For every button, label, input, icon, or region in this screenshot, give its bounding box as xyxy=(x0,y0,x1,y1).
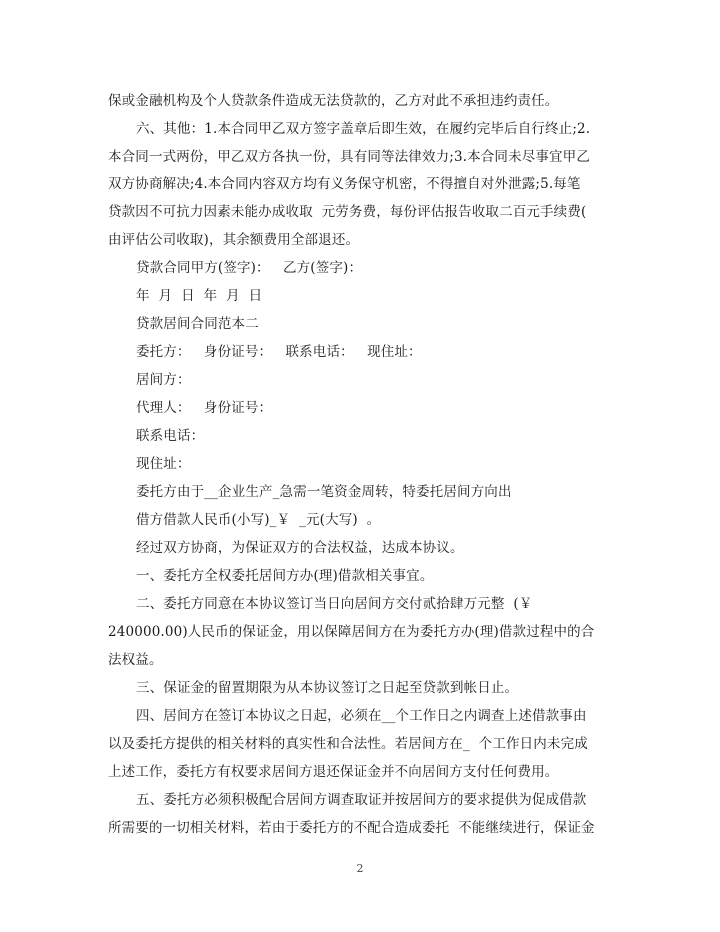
text-line: 四、居间方在签订本协议之日起，必须在__个工作日之内调查上述借款事由 xyxy=(136,708,587,724)
text-line: 五、委托方必须积极配合居间方调查取证并按居间方的要求提供为促成借款 xyxy=(136,792,587,808)
text-line: 代理人： 身份证号： xyxy=(136,400,273,416)
page-number: 2 xyxy=(356,862,364,875)
text-line: 以及委托方提供的相关材料的真实性和合法性。若居间方在_ 个工作日内未完成 xyxy=(108,736,588,752)
text-line: 居间方： xyxy=(136,372,191,388)
text-line: 保或金融机构及个人贷款条件造成无法贷款的，乙方对此不承担违约责任。 xyxy=(108,93,559,109)
text-line: 六、其他：1.本合同甲乙双方签字盖章后即生效，在履约完毕后自行终止;2. xyxy=(136,121,591,137)
text-line: 所需要的一切相关材料，若由于委托方的不配合造成委托 不能继续进行，保证金 xyxy=(108,820,595,836)
text-line: 一、委托方全权委托居间方办(理)借款相关事宜。 xyxy=(136,568,434,584)
text-line: 现住址： xyxy=(136,456,191,472)
date-line: 年 月 日 年 月 日 xyxy=(136,288,263,304)
text-line: 上述工作，委托方有权要求居间方退还保证金并不向居间方支付任何费用。 xyxy=(108,764,559,780)
text-line: 双方协商解决;4.本合同内容双方均有义务保守机密，不得擅自对外泄露;5.每笔 xyxy=(108,176,581,192)
text-line: 经过双方协商，为保证双方的合法权益，达成本协议。 xyxy=(136,540,464,556)
text-line: 贷款因不可抗力因素未能办成收取 元劳务费，每份评估报告收取二百元手续费( xyxy=(108,204,587,220)
text-line: 由评估公司收取)，其余额费用全部退还。 xyxy=(108,232,360,248)
signature-line: 贷款合同甲方(签字)： 乙方(签字)： xyxy=(136,260,363,276)
text-line: 联系电话： xyxy=(136,428,205,444)
text-line: 借方借款人民币(小写)_￥ _元(大写) 。 xyxy=(136,512,381,528)
text-line: 委托方： 身份证号： 联系电话： 现住址： xyxy=(136,344,422,360)
text-line: 三、保证金的留置期限为从本协议签订之日起至贷款到帐日止。 xyxy=(136,680,519,696)
text-line: 本合同一式两份，甲乙双方各执一份，具有同等法律效力;3.本合同未尽事宜甲乙 xyxy=(108,149,590,165)
text-line: 二、委托方同意在本协议签订当日向居间方交付贰拾肆万元整 (￥ xyxy=(136,596,533,612)
text-line: 法权益。 xyxy=(108,652,163,668)
section-title: 贷款居间合同范本二 xyxy=(136,316,259,332)
text-line: 240000.00)人民币的保证金，用以保障居间方在为委托方办(理)借款过程中的合 xyxy=(108,624,595,640)
text-line: 委托方由于__企业生产_急需一笔资金周转，特委托居间方向出 xyxy=(136,484,512,500)
